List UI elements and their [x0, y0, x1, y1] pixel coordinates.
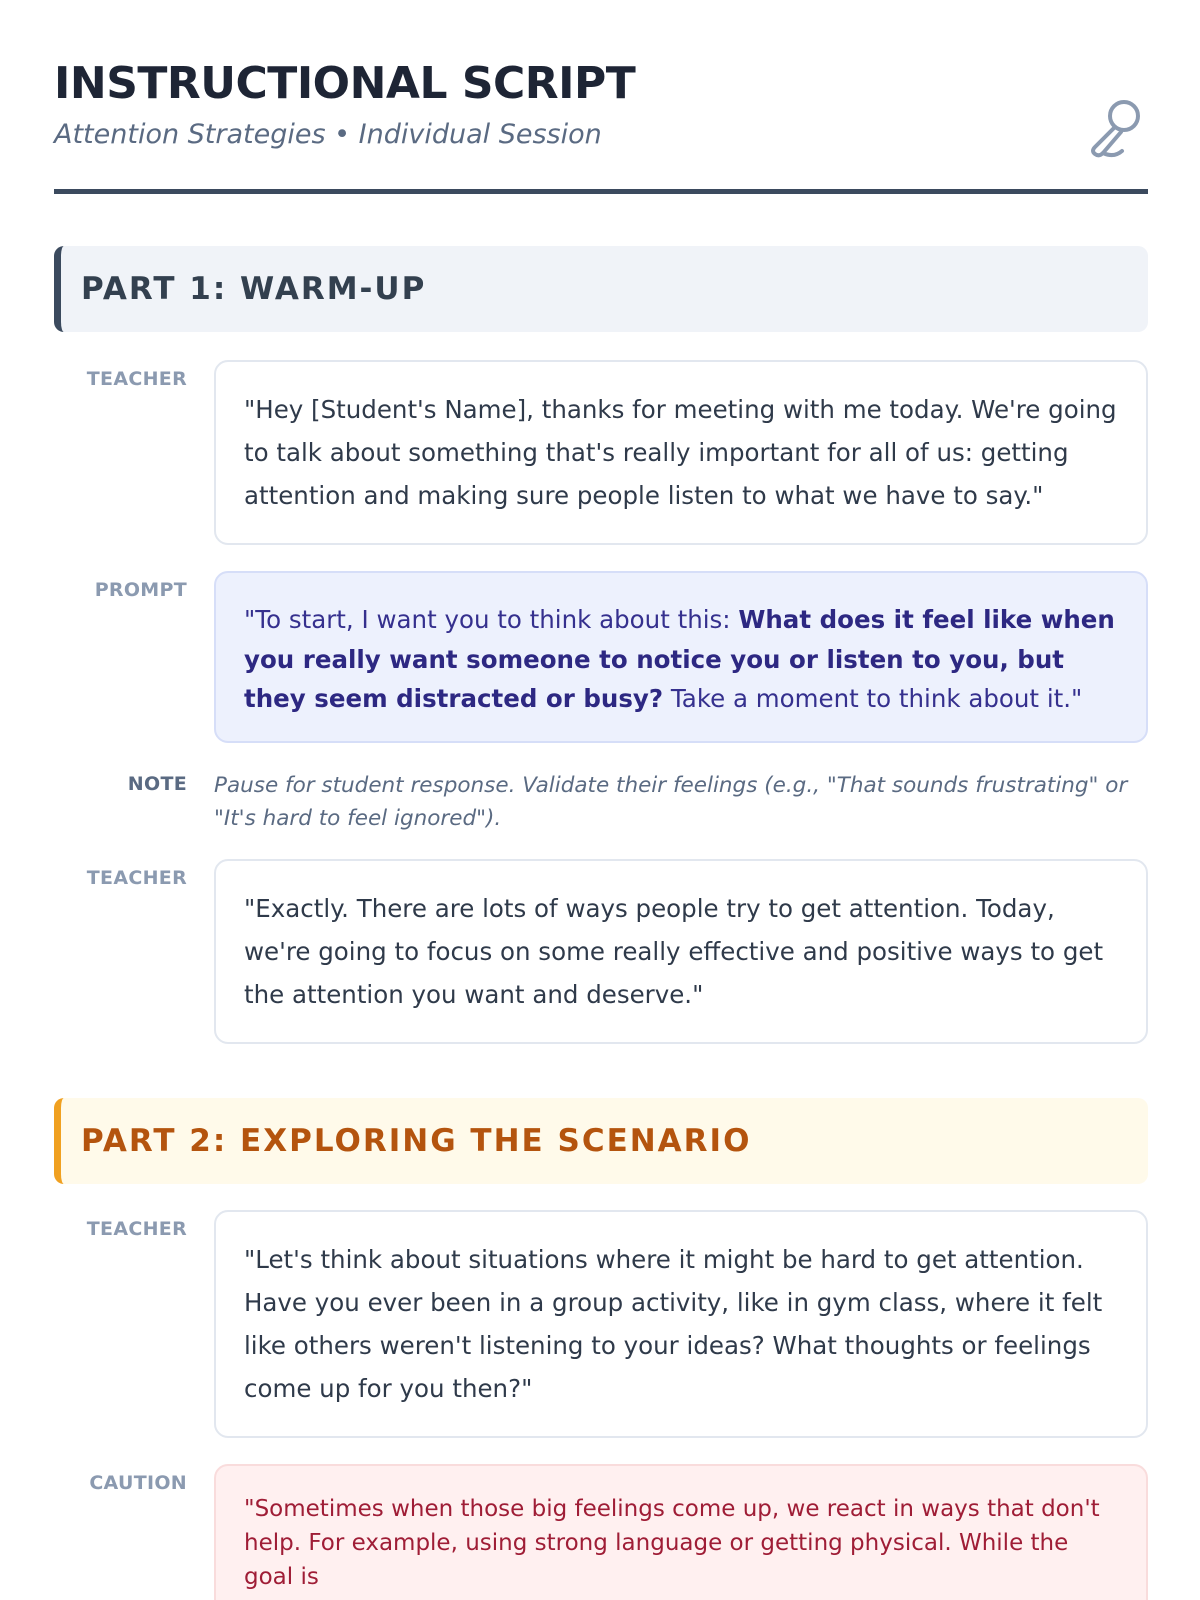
microphone-icon: [1086, 96, 1144, 158]
prompt-text-outro: Take a moment to think about it.": [663, 684, 1083, 713]
prompt-question: What does it feel like when you really want someone to notice you or listen to you, but they seem distracted or busy?: [244, 605, 1115, 713]
teacher-dialogue-box: "Let's think about situations where it might be hard to get attention. Have you ever been in a group activity, like in gym class, where it felt like others weren't listening to your ideas? What thoughts or feelings come up for you then?": [214, 1210, 1148, 1438]
prompt-text-intro: "To start, I want you to think about this:: [244, 605, 739, 634]
caution-box: "Sometimes when those big feelings come up, we react in ways that don't help. For example, using strong language or getting physical. While the goal is: [214, 1464, 1148, 1600]
role-label: PROMPT: [94, 579, 187, 601]
script-row-teacher: [54, 1210, 1148, 1438]
script-row-caution: [54, 1464, 1148, 1600]
page-subtitle: Attention Strategies • Individual Session: [54, 119, 602, 150]
script-page: [54, 0, 1148, 1600]
teacher-dialogue-box: "Hey [Student's Name], thanks for meeting with me today. We're going to talk about something that's really important for all of us: getting attention and making sure people listen to what we have to say.": [214, 360, 1148, 545]
role-label: TEACHER: [86, 368, 187, 390]
section-heading-warm-up: PART 1: WARM-UP: [54, 246, 1148, 332]
script-row-teacher: [54, 859, 1148, 1044]
role-label: TEACHER: [86, 1217, 187, 1240]
page-title: INSTRUCTIONAL SCRIPT: [54, 58, 636, 109]
script-row-prompt: [54, 571, 1148, 743]
role-label: NOTE: [127, 772, 187, 795]
prompt-box: [214, 571, 1148, 743]
script-row-teacher: [54, 360, 1148, 545]
document-header: [54, 0, 1148, 194]
note-text: Pause for student response. Validate their feelings (e.g., "That sounds frustrating" or "It's hard to feel ignored").: [214, 772, 1128, 831]
script-row-note: [54, 769, 1148, 835]
teacher-dialogue-box: "Exactly. There are lots of ways people try to get attention. Today, we're going to focus on some really effective and positive ways to get the attention you want and deserve.": [214, 859, 1148, 1044]
role-label: TEACHER: [86, 866, 187, 889]
role-label: CAUTION: [89, 1471, 187, 1494]
section-heading-exploring-scenario: PART 2: EXPLORING THE SCENARIO: [54, 1098, 1148, 1184]
